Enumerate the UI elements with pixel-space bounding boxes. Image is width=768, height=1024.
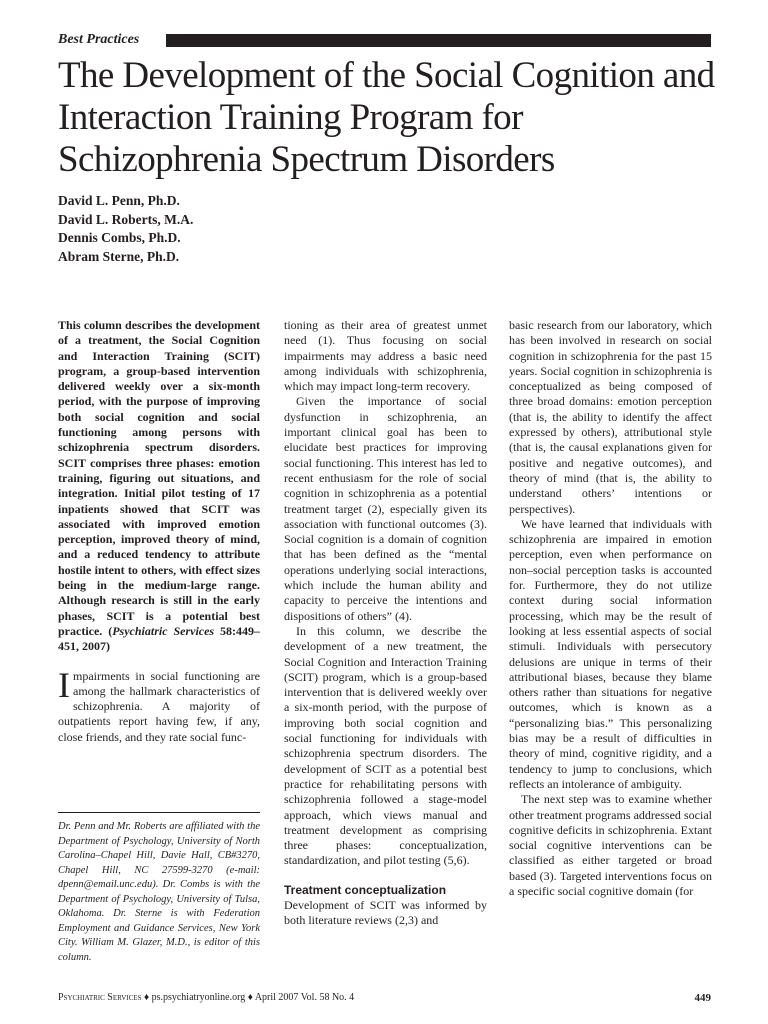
author-affiliation-note: Dr. Penn and Mr. Roberts are affiliated with the Department of Psychology, University of North Carolina–Chapel Hill, Davie Hall, CB#3270, Chapel Hill, NC 27599-3270 (e-mail: dpenn@email.unc.edu). Dr. Combs is with the Department of Psychology, University of Tulsa, Oklahoma. Dr. Sterne is with Federation Employment and Guidance Services, New York City. William M. Glazer, M.D., is editor of this column. <box>58 821 260 963</box>
abstract-citation-journal: Psychiatric Services <box>112 623 215 638</box>
abstract <box>58 318 260 655</box>
intro-paragraph <box>58 664 260 745</box>
author: David L. Roberts, M.A. <box>58 211 194 227</box>
author: Dennis Combs, Ph.D. <box>58 230 181 245</box>
footer-journal-line <box>58 990 354 1006</box>
abstract-citation-rest: 58:449–451, 2007) <box>58 623 261 654</box>
page-number: 449 <box>694 992 711 1004</box>
header-bar <box>166 34 711 47</box>
drop-cap: I <box>58 664 70 705</box>
section-heading: Treatment conceptualization <box>284 882 447 897</box>
author: David L. Penn, Ph.D. <box>58 193 180 208</box>
footer-issue-details: ♦ ps.psychiatryonline.org ♦ April 2007 Vol. 58 No. 4 <box>141 992 355 1003</box>
column-2 <box>284 318 487 928</box>
article-title: The Development of the Social Cognition and Interaction Training Program for Schizophrenia Spectrum Disorders <box>58 55 715 180</box>
abstract-body: This column describes the development of a treatment, the Social Cognition and Interaction Training (SCIT) program, a group-based intervention delivered weekly over a six-month period, with the purpose of improving both social cognition and social functioning among persons with schizophrenia spectrum disorders. SCIT comprises three phases: emotion training, figuring out situations, and integration. Initial pilot testing of 17 inpatients showed that SCIT was associated with improved emotion perception, improved theory of mind, and a reduced tendency to attribute hostile intent to others, with effect sizes being in the medium-large range. Although research is still in the early phases, SCIT is a potential best practice. ( <box>58 318 260 638</box>
intro-text: mpairments in social functioning are among the hallmark characteristics of schizophrenia. A majority of outpatients report having few, if any, close friends, and they rate social func- <box>58 668 260 744</box>
body-paragraph: In this column, we describe the development of a new treatment, the Social Cognition and Interaction Training (SCIT) program, which is a group-based intervention that is delivered weekly over a six-month period, with the purpose of improving both social cognition and social functioning for individuals with schizophrenia spectrum disorders. The development of SCIT as a potential best practice for rehabilitating persons with schizophrenia followed a stage-model approach, which views manual and treatment development as comprising three phases: conceptualization, standardization, and pilot testing (5,6). <box>284 623 487 868</box>
section-header <box>58 31 711 49</box>
column-1 <box>58 318 260 745</box>
body-paragraph: We have learned that individuals with schizophrenia are impaired in emotion perception, even when performance on non–social perception tasks is accounted for. Furthermore, they do not utilize context during social information processing, which may be the result of looking at less essential aspects of social stimuli. Individuals with persecutory delusions are unique in terms of their attributional biases, because they blame others rather than situations for negative outcomes, which is known as a “personalizing bias.” This personalizing bias may be a result of difficulties in theory of mind, cognitive rigidity, and a tendency to jump to conclusions, which reflects an intolerance of ambiguity. <box>509 516 712 791</box>
body-paragraph: basic research from our laboratory, which has been involved in research on social cognition in schizophrenia for the past 15 years. Social cognition in schizophrenia is conceptualized as being composed of three broad domains: emotion perception (that is, the ability to identify the affect expressed by others), attributional style (that is, the causal explanations given for positive and negative outcomes), and theory of mind (that is, the ability to understand others’ intentions or perspectives). <box>509 318 712 516</box>
body-paragraph: tioning as their area of greatest unmet need (1). Thus focusing on social impairments may address a basic need among individuals with schizophrenia, which may impact long-term recovery. <box>284 318 487 394</box>
body-paragraph: Given the importance of social dysfunction in schizophrenia, an important clinical goal has been to elucidate best practices for improving social functioning. This interest has led to recent enthusiasm for the role of social cognition in schizophrenia as a potential treatment target (2), especially given its association with functional outcomes (3). Social cognition is a domain of cognition that has been defined as the “mental operations underlying social interactions, which include the human ability and capacity to perceive the intentions and dispositions of others” (4). <box>284 394 487 623</box>
page-footer <box>58 990 711 1006</box>
body-paragraph: Development of SCIT was informed by both literature reviews (2,3) and <box>284 897 487 927</box>
section-label: Best Practices <box>58 32 140 47</box>
abstract-text <box>58 318 260 655</box>
author-list <box>58 192 458 266</box>
column-3 <box>509 318 712 899</box>
body-paragraph: The next step was to examine whether other treatment programs addressed social cognitive deficits in schizophrenia. Extant social cognitive interventions can be classified as either targeted or broad based (3). Targeted interventions focus on a specific social cognitive domain (for <box>509 792 712 898</box>
footer-journal-name: Psychiatric Services <box>58 992 142 1003</box>
author: Abram Sterne, Ph.D. <box>58 248 180 264</box>
affiliation-divider <box>58 812 260 813</box>
